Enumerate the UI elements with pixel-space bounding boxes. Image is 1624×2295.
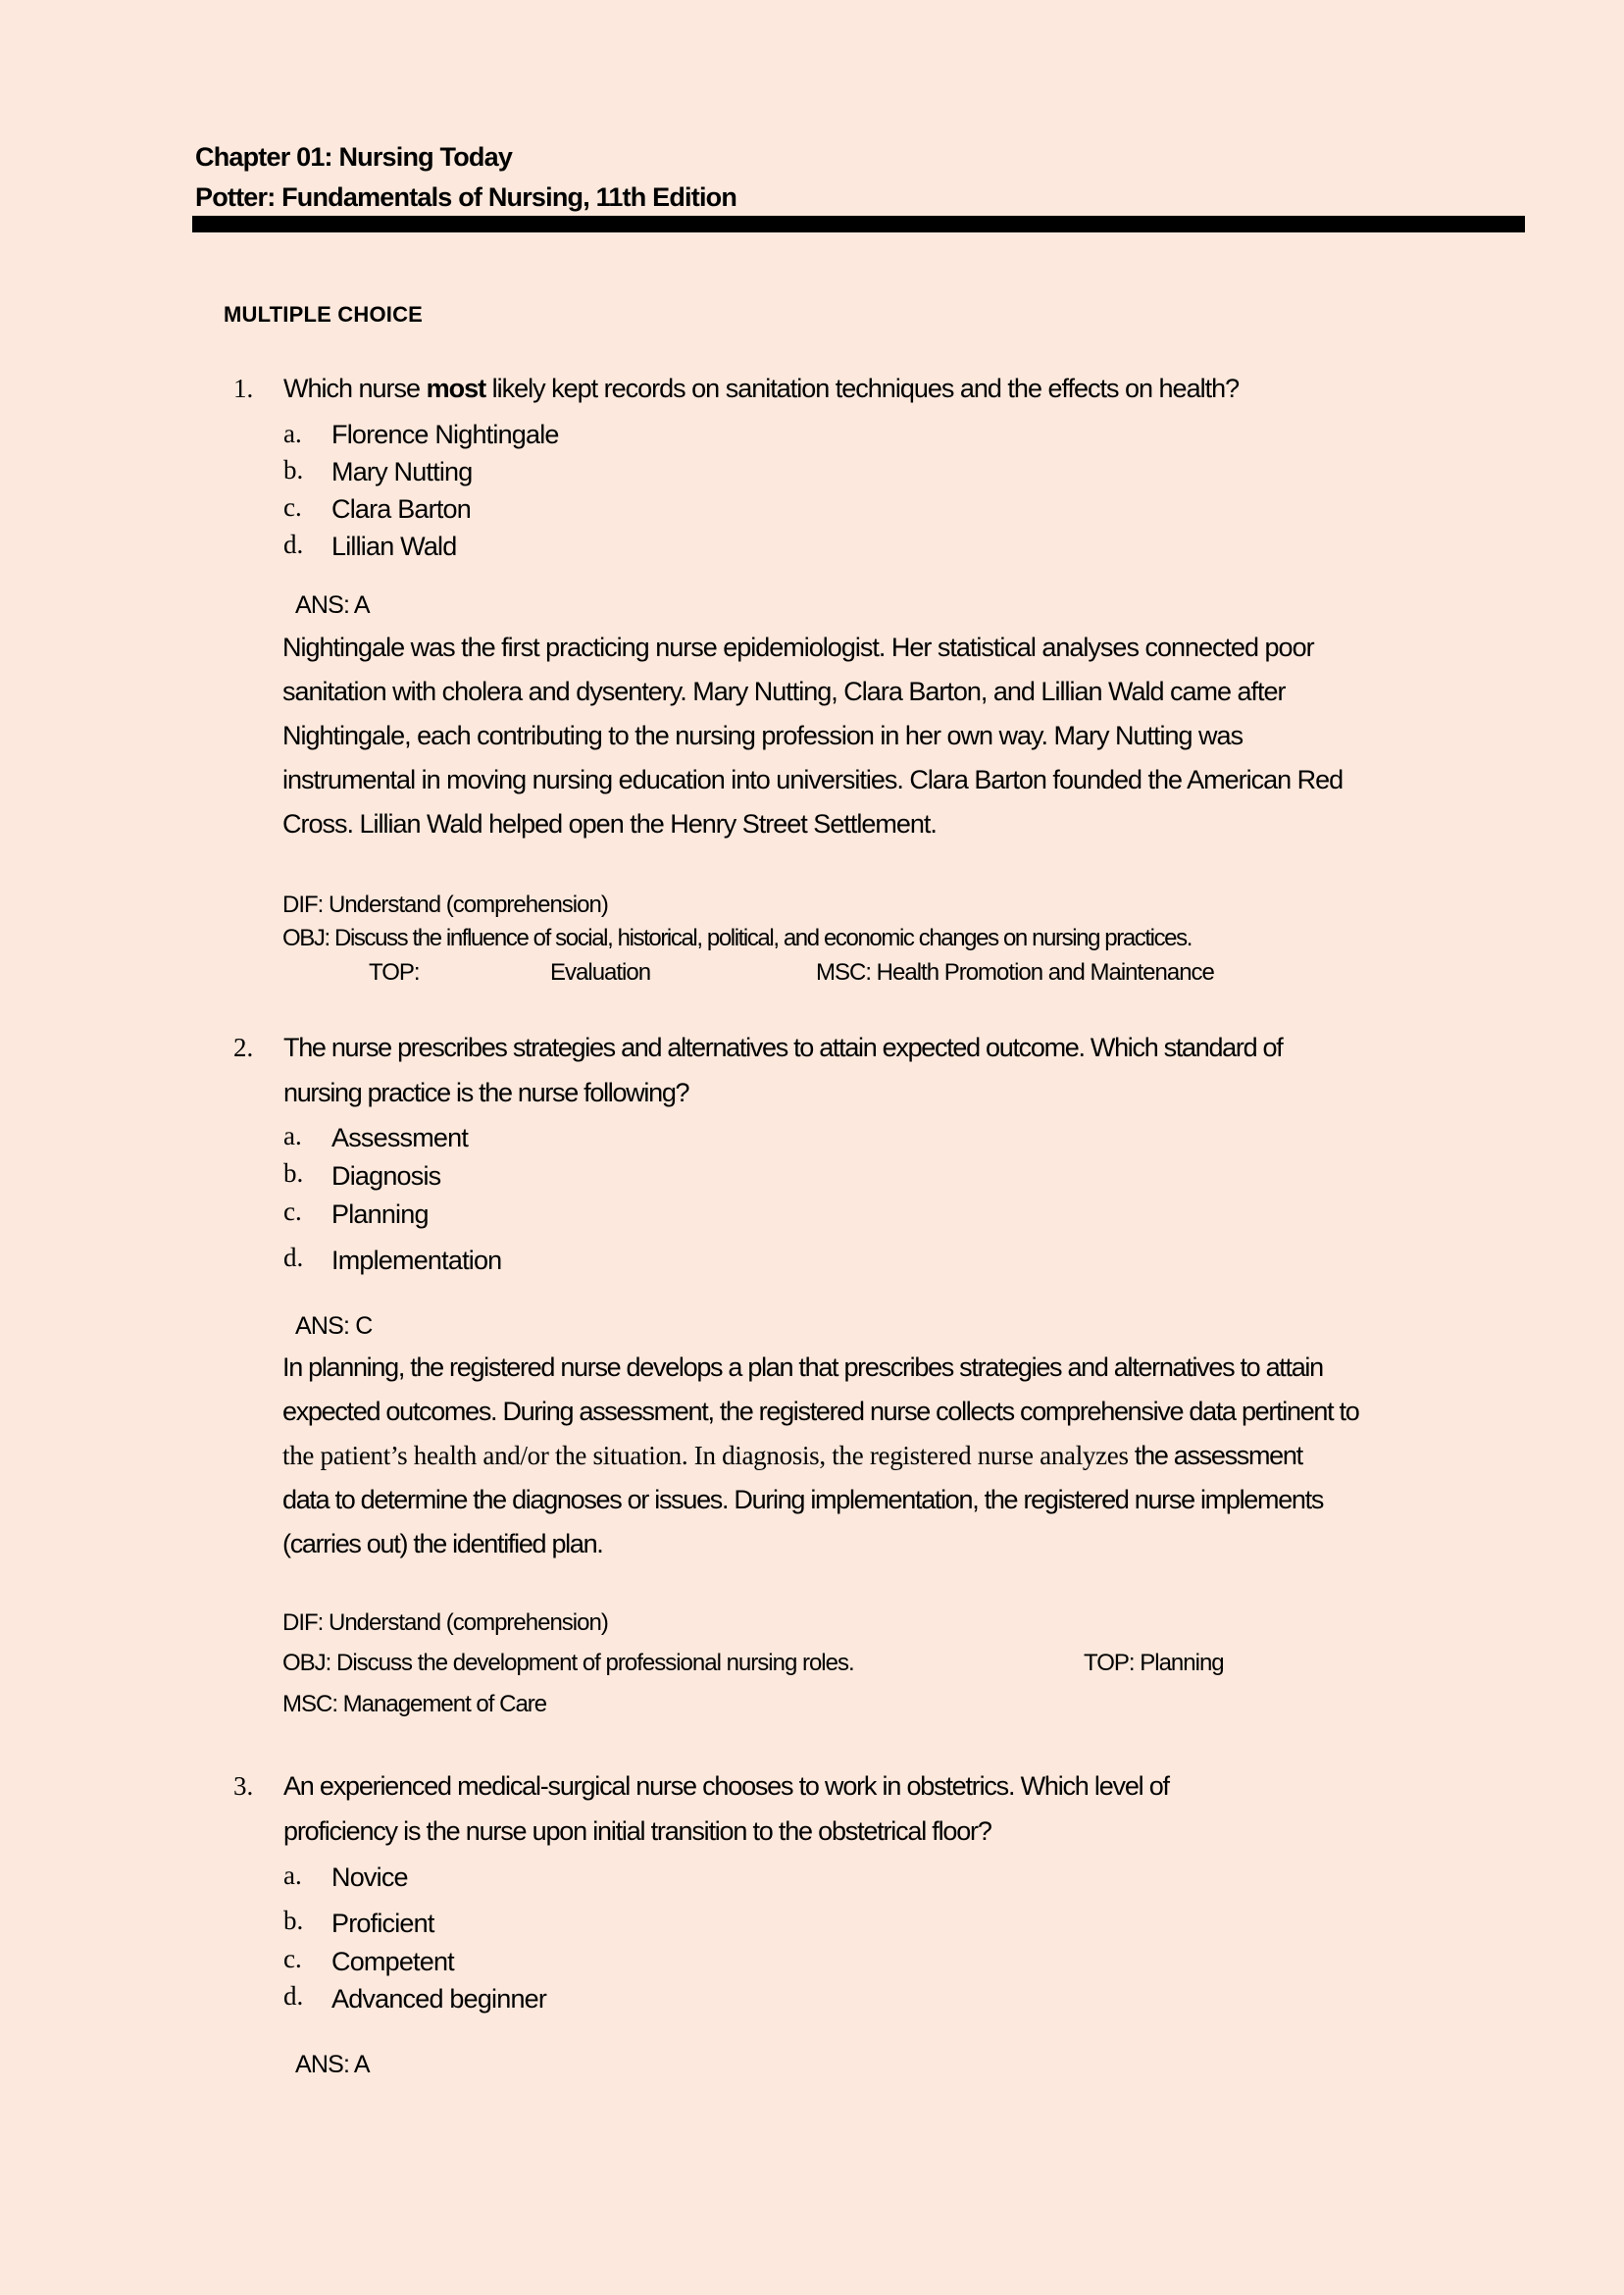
option-text: Florence Nightingale [331, 420, 559, 449]
question-number: 3. [233, 1771, 254, 1801]
option-text: Novice [331, 1862, 408, 1892]
topic: TOP: Planning [1084, 1650, 1224, 1676]
difficulty: DIF: Understand (comprehension) [282, 1609, 608, 1636]
rationale [282, 626, 1343, 846]
rationale-sans-segment: the assessment [1128, 1441, 1302, 1470]
book-title: Potter: Fundamentals of Nursing, 11th Edition [195, 182, 737, 212]
rationale-line [282, 1434, 1358, 1478]
option-text: Clara Barton [331, 494, 471, 524]
option-text: Assessment [331, 1123, 469, 1152]
question-number: 2. [233, 1033, 254, 1062]
answer-key: ANS: A [295, 2051, 370, 2078]
stem-emphasis: most [426, 374, 486, 403]
rationale-line: expected outcomes. During assessment, the registered nurse collects comprehensive data pertinent to [282, 1397, 1359, 1426]
rationale-line: (carries out) the identified plan. [282, 1529, 603, 1558]
option-letter: b. [283, 1906, 304, 1935]
rationale-serif-segment: the patient’s health and/or the situation. In diagnosis, the registered nurse analyzes [282, 1441, 1129, 1470]
rationale-line: Nightingale was the first practicing nurse epidemiologist. Her statistical analyses connected poor [282, 633, 1314, 662]
stem-text: likely kept records on sanitation techniques and the effects on health? [485, 374, 1240, 403]
section-title: MULTIPLE CHOICE [224, 302, 424, 327]
topic-label: TOP: [369, 959, 420, 986]
option-text: Lillian Wald [331, 532, 457, 561]
option-letter: d. [283, 1981, 304, 2011]
answer-key: ANS: C [295, 1312, 373, 1340]
option-letter: c. [283, 492, 302, 522]
rationale-line: Nightingale, each contributing to the nursing profession in her own way. Mary Nutting was [282, 721, 1243, 750]
option-text: Advanced beginner [331, 1984, 547, 2014]
rationale-line: sanitation with cholera and dysentery. Mary Nutting, Clara Barton, and Lillian Wald came after [282, 677, 1286, 706]
option-text: Mary Nutting [331, 457, 473, 486]
question-stem-line: proficiency is the nurse upon initial transition to the obstetrical floor? [283, 1816, 991, 1846]
option-text: Competent [331, 1947, 454, 1976]
option-letter: d. [283, 530, 304, 559]
objective: OBJ: Discuss the development of professional nursing roles. [282, 1650, 854, 1676]
option-text: Implementation [331, 1246, 502, 1275]
stem-text: Which nurse [283, 374, 427, 403]
question-stem-line: The nurse prescribes strategies and alternatives to attain expected outcome. Which standard of [283, 1033, 1283, 1062]
question-stem-line: An experienced medical-surgical nurse chooses to work in obstetrics. Which level of [283, 1771, 1169, 1801]
option-letter: b. [283, 455, 304, 484]
client-needs: MSC: Health Promotion and Maintenance [816, 959, 1214, 986]
option-text: Proficient [331, 1909, 434, 1938]
option-letter: a. [283, 1861, 302, 1890]
option-text: Diagnosis [331, 1161, 441, 1191]
question-number: 1. [233, 374, 254, 403]
rationale-line: In planning, the registered nurse develops a plan that prescribes strategies and alternatives to attain [282, 1352, 1323, 1382]
chapter-title: Chapter 01: Nursing Today [195, 142, 513, 172]
option-letter: d. [283, 1243, 304, 1272]
question-stem-line: nursing practice is the nurse following? [283, 1078, 689, 1107]
difficulty: DIF: Understand (comprehension) [282, 892, 608, 918]
rationale-line: data to determine the diagnoses or issues. During implementation, the registered nurse implements [282, 1485, 1324, 1514]
header-rule-divider [192, 216, 1525, 232]
option-letter: c. [283, 1197, 302, 1226]
client-needs: MSC: Management of Care [282, 1691, 547, 1717]
rationale-line: instrumental in moving nursing education into universities. Clara Barton founded the American Red [282, 765, 1344, 794]
answer-key: ANS: A [295, 591, 370, 619]
option-letter: b. [283, 1158, 304, 1188]
objective: OBJ: Discuss the influence of social, historical, political, and economic changes on nursing practices. [282, 925, 1192, 951]
rationale [282, 1346, 1358, 1566]
topic-value: Evaluation [550, 959, 651, 986]
option-text: Planning [331, 1199, 429, 1229]
option-letter: a. [283, 1121, 302, 1150]
rationale-line: Cross. Lillian Wald helped open the Henry Street Settlement. [282, 809, 937, 839]
option-letter: c. [283, 1944, 302, 1973]
question-stem [283, 374, 1239, 404]
option-letter: a. [283, 419, 302, 448]
